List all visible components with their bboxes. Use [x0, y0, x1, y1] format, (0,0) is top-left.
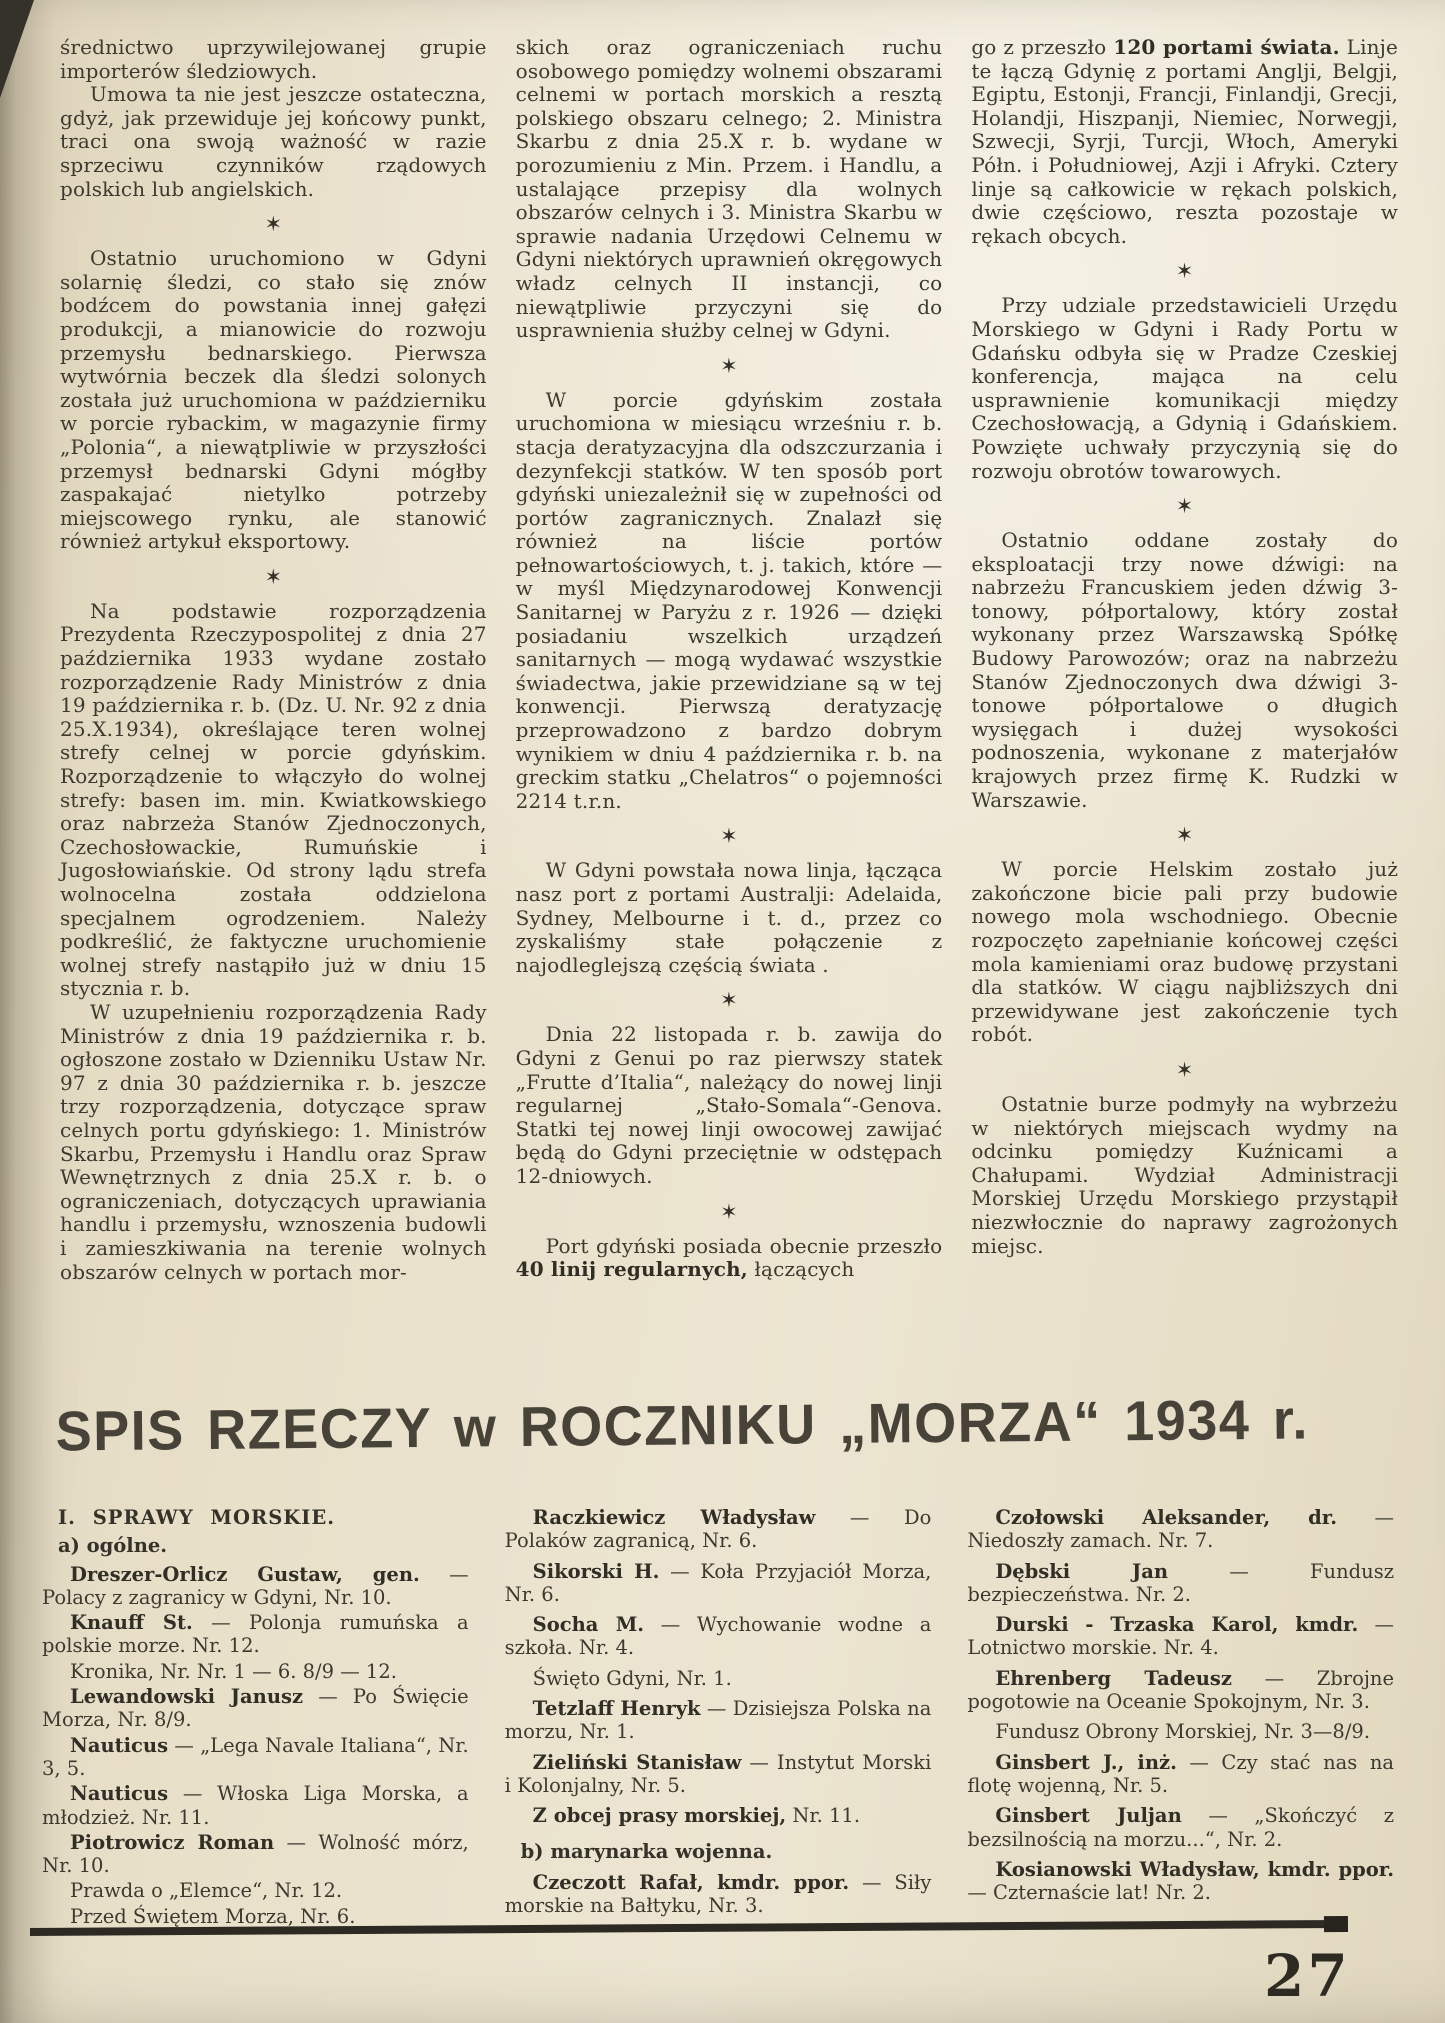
- index-subsection-heading: a) ogólne.: [58, 1534, 168, 1558]
- entry-author: Sikorski H.: [532, 1559, 660, 1583]
- entry-author: Kosianowski Władysław, kmdr. ppor.: [995, 1857, 1395, 1881]
- entry-text: Święto Gdyni, Nr. 1.: [532, 1666, 732, 1690]
- entry-text: — Niedoszły zamach. Nr. 7.: [967, 1506, 1395, 1553]
- paragraph: Ostatnie burze podmyły na wybrzeżu w niektórych miejscach wydmy na odcinku pomiędzy Kuźnicami a Chałupami. Wydział Administracji Morskiej Urzędu Morskiego przystąpił niezwłocznie do naprawy zagrożonych miejsc.: [971, 1091, 1399, 1258]
- index-entry: [42, 1734, 469, 1781]
- index-column-1: [42, 1506, 469, 1928]
- index-section: [42, 1506, 1395, 1928]
- paragraph: Dnia 22 listopada r. b. zawija do Gdyni z Genui po raz pierwszy statek „Frutte d’Italia“, należący do nowej linji regularnej „Stało-Somala“-Genova. Statki tej nowej linji owocowej zawijać będą do Gdyni przeciętnie w odstępach 12-dniowych.: [515, 1022, 943, 1188]
- entry-author: Ginsbert Juljan: [995, 1804, 1182, 1828]
- entry-text: Przed Świętem Morza, Nr. 6.: [70, 1904, 356, 1928]
- entry-author: Z obcej prasy morskiej,: [532, 1804, 787, 1828]
- entry-author: Durski - Trzaska Karol, kmdr.: [995, 1613, 1359, 1637]
- separator-star-icon: ✶: [1175, 1057, 1194, 1082]
- entry-text: — Wychowanie wodne a szkoła. Nr. 4.: [504, 1613, 932, 1660]
- index-entry: [42, 1879, 469, 1902]
- entry-text: — Do Polaków zagranicą, Nr. 6.: [504, 1506, 932, 1553]
- index-entry: [42, 1831, 469, 1878]
- entry-text: — Polacy z zagranicy w Gdyni, Nr. 10.: [42, 1562, 469, 1609]
- entry-author: Socha M.: [532, 1613, 645, 1637]
- index-title: SPIS RZECZY w ROCZNIKU „MORZA“ 1934 r.: [55, 1388, 1310, 1463]
- entry-text: — Po Święcie Morza, Nr. 8/9.: [42, 1685, 469, 1732]
- paragraph: Umowa ta nie jest jeszcze ostateczna, gdyż, jak przewiduje jej końcowy punkt, traci ona swoją ważność w razie sprzeciwu czynników rządowych polskich lub angielskich.: [60, 82, 487, 201]
- index-column-2: [504, 1506, 932, 1918]
- index-entry: [967, 1667, 1394, 1714]
- index-entry: [505, 1697, 932, 1744]
- entry-author: Knauff St.: [70, 1611, 193, 1635]
- entry-text: — Koła Przyjaciół Morza, Nr. 6.: [504, 1559, 932, 1606]
- footer-rule-end: [1324, 1916, 1348, 1932]
- paragraph-text: łączących: [747, 1257, 855, 1282]
- index-entry: [967, 1613, 1394, 1660]
- index-entry: [967, 1751, 1394, 1798]
- entry-text: — Siły morskie na Bałtyku, Nr. 3.: [504, 1870, 932, 1918]
- index-entry: [967, 1804, 1394, 1851]
- paragraph: W uzupełnieniu rozporządzenia Rady Ministrów z dnia 19 października r. b. ogłoszone zostało w Dzienniku Ustaw Nr. 97 z dnia 30 października r. b. jeszcze trzy rozporządzenia, dotyczące spraw celnych portu gdyńskiego: 1. Ministrów Skarbu, Przemysłu i Handlu oraz Spraw Wewnętrznych z dnia 25.X r. b. o ograniczeniach, dotyczących uprawiania handlu i przemysłu, wznoszenia budowli i zamieszkiwania na terenie wolnych obszarów celnych w portach mor-: [60, 999, 487, 1284]
- news-column-1: [60, 36, 487, 1388]
- paragraph: Na podstawie rozporządzenia Prezydenta Rzeczypospolitej z dnia 27 października 1933 wydane zostało rozporządzenie Rady Ministrów z dnia 19 października r. b. (Dz. U. Nr. 92 z dnia 25.X.1934), określające teren wolnej strefy celnej w porcie gdyńskim. Rozporządzenie to włączyło do wolnej strefy: basen im. min. Kwiatkowskiego oraz nabrzeża Stanów Zjednoczonych, Czechosłowackie, Rumuńskie i Jugosłowiańskie. Od strony lądu strefa wolnocelna została oddzielona specjalnem ogrodzeniem. Należy podkreślić, że faktyczne uruchomienie wolnej strefy nastąpiło już w dniu 15 stycznia r. b.: [60, 598, 487, 1001]
- index-entry: [505, 1871, 932, 1918]
- index-column-3: [967, 1506, 1394, 1906]
- page-number: 27: [1264, 1942, 1351, 2010]
- entry-author: Nauticus: [70, 1782, 169, 1806]
- paragraph: W porcie Helskim zostało już zakończone bicie pali przy budowie nowego mola wschodniego. Obecnie rozpoczęto zapełnianie końcowej części mola kamieniami oraz budowę przystani dla statków. W ciągu najbliższych dni przewidywane jest zakończenie tych robót.: [971, 857, 1399, 1047]
- index-entry: [42, 1905, 469, 1928]
- entry-text: — Wolność mórz, Nr. 10.: [42, 1830, 469, 1878]
- entry-text: — Zbrojne pogotowie na Oceanie Spokojnym, Nr. 3.: [967, 1666, 1395, 1714]
- index-entry: [967, 1858, 1394, 1905]
- index-entry: [505, 1560, 932, 1607]
- paragraph-text: go z przeszło: [971, 35, 1114, 59]
- index-entry: [505, 1804, 932, 1827]
- paragraph: Ostatnio uruchomiono w Gdyni solarnię śledzi, co stało się znów bodźcem do powstania innej gałęzi produkcji, a mianowicie do rozwoju przemysłu bednarskiego. Pierwsza wytwórnia beczek dla śledzi solonych została już uruchomiona w październiku w porcie rybackim, w magazynie firmy „Polonia“, a niewątpliwie w przyszłości przemysł bednarski Gdyni mógłby zaspakajać nietylko potrzeby miejscowego rynku, ale stanowić również artykuł eksportowy.: [60, 246, 487, 554]
- entry-text: Nr. 11.: [786, 1804, 861, 1828]
- index-entry: [42, 1611, 469, 1658]
- entry-author: Piotrowicz Roman: [70, 1830, 275, 1854]
- separator-star-icon: ✶: [720, 353, 738, 378]
- paragraph-text: Port gdyński posiada obecnie przeszło: [545, 1233, 943, 1258]
- entry-text: — „Skończyć z bezsilnością na morzu...“, Nr. 2.: [967, 1804, 1395, 1851]
- entry-author: Czołowski Aleksander, dr.: [995, 1506, 1338, 1529]
- entry-author: Dreszer-Orlicz Gustaw, gen.: [70, 1562, 420, 1586]
- paragraph: Przy udziale przedstawicieli Urzędu Morskiego w Gdyni i Rady Portu w Gdańsku odbyła się w Pradze Czeskiej konferencja, mająca na celu usprawnienie komunikacji między Czechosłowacją, a Gdynią i Gdańskiem. Powzięte uchwały przyczynią się do rozwoju obrotów towarowych.: [971, 293, 1399, 483]
- index-entry: [42, 1563, 469, 1610]
- index-entry: [505, 1506, 932, 1553]
- entry-author: Ehrenberg Tadeusz: [995, 1666, 1232, 1690]
- entry-text: — Fundusz bezpieczeństwa. Nr. 2.: [967, 1559, 1395, 1606]
- index-entry: [967, 1720, 1394, 1743]
- entry-text: — Włoska Liga Morska, a młodzież. Nr. 11.: [42, 1782, 469, 1829]
- entry-text: — Dzisiejsza Polska na morzu, Nr. 1.: [504, 1697, 932, 1744]
- index-subsection-heading: b) marynarka wojenna.: [520, 1839, 773, 1863]
- paragraph: skich oraz ograniczeniach ruchu osobowego pomiędzy wolnemi obszarami celnemi w portach morskich a resztą polskiego obszaru celnego; 2. Ministra Skarbu z dnia 25.X r. b. wydane w porozumieniu z Min. Przem. i Handlu, a ustalające przepisy dla wolnych obszarów celnych i 3. Ministra Skarbu w sprawie nadania Urzędowi Celnemu w Gdyni niektórych uprawnień okręgowych władz celnych II instancji, co niewątpliwie przyczyni się do usprawnienia służby celnej w Gdyni.: [515, 35, 943, 343]
- entry-text: Kronika, Nr. Nr. 1 — 6. 8/9 — 12.: [70, 1659, 397, 1683]
- index-entry: [505, 1751, 932, 1798]
- index-entry: [967, 1560, 1394, 1607]
- index-section-heading: I. SPRAWY MORSKIE.: [58, 1506, 335, 1529]
- paragraph: średnictwo uprzywilejowanej grupie importerów śledziowych.: [60, 35, 487, 83]
- separator-star-icon: ✶: [1175, 823, 1194, 848]
- news-section: [60, 36, 1398, 1388]
- index-entry: [42, 1660, 469, 1683]
- entry-text: — „Lega Navale Italiana“, Nr. 3, 5.: [42, 1733, 469, 1780]
- separator-star-icon: ✶: [720, 1199, 738, 1224]
- separator-star-icon: ✶: [1175, 494, 1194, 519]
- entry-author: Tetzlaff Henryk: [532, 1697, 701, 1721]
- index-entry: [42, 1685, 469, 1732]
- paragraph: [971, 36, 1398, 248]
- separator-star-icon: ✶: [720, 988, 738, 1013]
- entry-author: Nauticus: [70, 1733, 169, 1757]
- paragraph: W Gdyni powstała nowa linja, łącząca nasz port z portami Australji: Adelaida, Sydney, Melbourne i t. d., przez co zyskaliśmy stałe połączenie z najodleglejszą częścią świata .: [515, 858, 943, 977]
- entry-text: Fundusz Obrony Morskiej, Nr. 3—8/9.: [995, 1720, 1371, 1744]
- bold-phrase: 120 portami świata.: [1113, 35, 1340, 59]
- entry-author: Ginsbert J., inż.: [995, 1750, 1177, 1774]
- entry-text: — Lotnictwo morskie. Nr. 4.: [967, 1613, 1395, 1660]
- entry-author: Czeczott Rafał, kmdr. ppor.: [532, 1870, 850, 1894]
- index-entry: [42, 1782, 469, 1829]
- index-entry: [967, 1506, 1394, 1553]
- separator-star-icon: ✶: [264, 564, 283, 589]
- entry-text: Prawda o „Elemce“, Nr. 12.: [70, 1879, 343, 1903]
- index-entry: [505, 1667, 932, 1690]
- entry-text: — Czternaście lat! Nr. 2.: [967, 1881, 1211, 1905]
- entry-author: Raczkiewicz Władysław: [532, 1506, 816, 1529]
- paragraph: [516, 1235, 943, 1282]
- paragraph: W porcie gdyńskim została uruchomiona w miesiącu wrześniu r. b. stacja deratyzacyjna dla odszczurzania i dezynfekcji statków. W ten sposób port gdyński uniezależnił się w zupełności od portów zagranicznych. Znalazł się również na liście portów pełnowartościowych, t. j. takich, które — w myśl Międzynarodowej Konwencji Sanitarnej w Paryżu z r. 1926 — dzięki posiadaniu wszelkich urządzeń sanitarnych — mogą wydawać wszystkie świadectwa, jakie przewidziane są w tej konwencji. Pierwszą deratyzację przeprowadzono z bardzo dobrym wynikiem w dniu 4 października r. b. na greckim statku „Chelatros“ o pojemności 2214 t.r.n.: [515, 387, 943, 813]
- separator-star-icon: ✶: [1175, 259, 1194, 284]
- entry-text: — Polonja rumuńska a polskie morze. Nr. 12.: [42, 1611, 469, 1658]
- index-entry: [505, 1613, 932, 1660]
- paragraph-text: Linje te łączą Gdynię z portami Anglji, Belgji, Egiptu, Estonji, Francji, Finlandji, Grecji, Holandji, Hiszpanji, Niemiec, Norwegji, Szwecji, Syrji, Turcji, Włoch, Ameryki Półn. i Południowej, Azji i Afryki. Cztery linje są całkowicie w rękach polskich, dwie częściowo, reszta pozostaje w rękach obcych.: [971, 35, 1399, 248]
- news-column-3: [971, 36, 1398, 1388]
- separator-star-icon: ✶: [264, 212, 283, 237]
- scan-corner-shadow: [0, 0, 34, 98]
- entry-text: — Instytut Morski i Kolonjalny, Nr. 5.: [504, 1750, 932, 1797]
- news-column-2: [516, 36, 943, 1388]
- entry-text: — Czy stać nas na flotę wojenną, Nr. 5.: [967, 1750, 1395, 1797]
- entry-author: Lewandowski Janusz: [70, 1685, 304, 1709]
- entry-author: Dębski Jan: [995, 1559, 1169, 1583]
- entry-author: Zieliński Stanisław: [532, 1750, 742, 1774]
- bold-phrase: 40 linij regularnych,: [515, 1257, 748, 1282]
- paragraph: Ostatnio oddane zostały do eksploatacji trzy nowe dźwigi: na nabrzeżu Francuskiem jeden dźwig 3-tonowy, półportalowy, który został wykonany przez Warszawską Spółkę Budowy Parowozów; oraz na nabrzeżu Stanów Zjednoczonych dwa dźwigi 3-tonowe półportalowe o długich wysięgach i dużej wysokości podnoszenia, wykonane z materjałów krajowych przez firmę K. Rudzki w Warszawie.: [971, 528, 1399, 812]
- separator-star-icon: ✶: [720, 824, 738, 849]
